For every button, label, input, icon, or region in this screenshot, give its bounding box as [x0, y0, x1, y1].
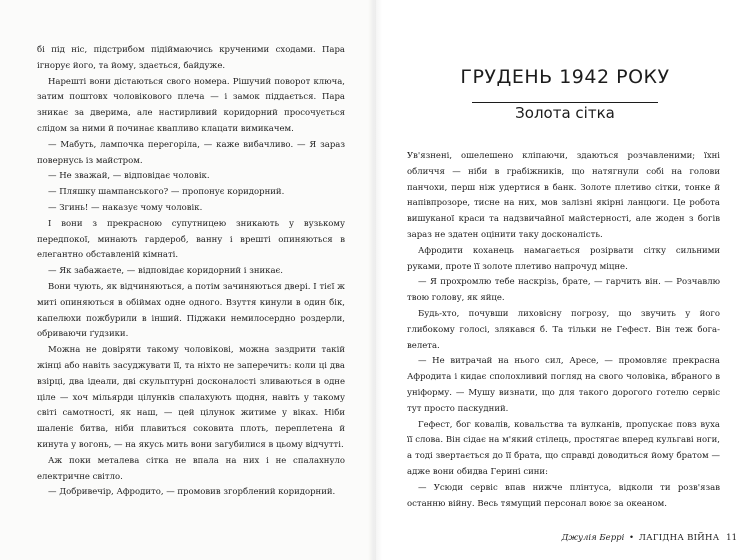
- paragraph: Будь-хто, почувши лиховісну погрозу, що звучить у його глибокому голосі, злякався б. Та тільки не Гефест. Він теж бога-велета.: [407, 308, 720, 351]
- paragraph: Аж поки металева сітка не впала на них і не спалахнуло електричне світло.: [37, 455, 345, 482]
- paragraph: Нарешті вони дістаються свого номера. Рішучий поворот ключа, затим поштовх чоловікового плеча — і замок піддається. Пара зникає за дверима, але настирливий коридорний просочується слідом за ними й починає квапливо клацати вимикачем.: [37, 76, 345, 134]
- paragraph: Вони чують, як відчиняються, а потім зачиняються двері. І тієї ж миті опиняються в обіймах одне одного. Взуття кинули в один бік, капелюхи пожбурили в інший. Піджаки немилосердно роздерли, обриваючи ґудзики.: [37, 281, 345, 340]
- book-gutter-shadow: [368, 0, 382, 560]
- footer-author: Джулія Беррі: [561, 533, 625, 543]
- footer-book-title: ЛАГІДНА ВІЙНА: [638, 533, 720, 543]
- paragraph: — Не витрачай на нього сил, Аресе, — промовляє прекрасна Афродита і кидає сполохливий погляд на свого чоловіка, вбраного в уніформу. — Мушу визнати, що для такого дорогого готелю сервіс тут просто паскудний.: [407, 356, 720, 414]
- chapter-subtitle: Золота сітка: [515, 104, 615, 122]
- paragraph: Гефест, бог ковалів, ковальства та вулканів, пропускає повз вуха її слова. Він сідає на м'який стілець, простягає вперед кульгаві ноги, а тоді звертається до її брата, що справді доводиться йому братом — адже вони обидва Герині сини:: [407, 419, 720, 477]
- running-footer: [554, 533, 737, 543]
- paragraph: — Усюди сервіс впав нижче плінтуса, відколи ти розв'язав останню війну. Весь тямущий персонал воює за океаном.: [407, 482, 720, 509]
- chapter-title: ГРУДЕНЬ 1942 РОКУ: [460, 66, 670, 88]
- paragraph: Можна не довіряти такому чоловікові, можна заздрити такій жінці або навіть засуджувати її, та ніхто не заперечить: коли ці два взірці, два ідеали, дві скульптурні досконалості зливаються в одне ціле — хоч мільярди цілунків спалахують щодня, навіть у такому світі самотності, як наш, — цей цілунок житиме у віках. Ніби шаленіє битва, ніби плавиться соковита плоть, переплетена й кинута у вогонь, — на якусь мить вони загубилися в цьому відчутті.: [37, 345, 345, 450]
- right-page: [374, 0, 747, 560]
- footer-separator: •: [629, 533, 635, 543]
- paragraph: — Я прохромлю тебе наскрізь, брате, — гарчить він. — Розчавлю твою голову, як яйце.: [407, 277, 720, 304]
- paragraph: Афродити коханець намагається розірвати сітку сильними руками, проте її золоте плетиво напрочуд міцне.: [407, 245, 720, 272]
- paragraph: — Пляшку шампанського? — пропонує коридорний.: [48, 187, 285, 198]
- left-page-text: [37, 43, 345, 501]
- paragraph: — Не зважай, — відповідає чоловік.: [48, 171, 210, 182]
- page-number: 11: [726, 533, 737, 543]
- right-page-text: [407, 149, 720, 512]
- chapter-title-rule: [472, 102, 658, 103]
- paragraph: бі під ніс, підстрибом підіймаючись крученими сходами. Пара ігнорує його, та йому, здається, байдуже.: [37, 45, 345, 71]
- paragraph: І вони з прекрасною супутницею зникають у вузькому передпокої, минають гардероб, ванну і врешті опиняються в елегантно обставленій кімнаті.: [37, 218, 345, 261]
- paragraph: Ув'язнені, ошелешено кліпаючи, здаються розчавленими; їхні обличчя — ніби в грабіжників, що натягнули собі на голови панчохи, перш ніж удертися в банк. Золоте плетиво сітки, тонке й напівпрозоре, тисне на них, мов залізні якірні ланцюги. Це робота вишуканої краси та надзвичайної майстерності, але жоден з богів зараз не здатен оцінити таку досконалість.: [407, 151, 720, 240]
- paragraph: — Згинь! — наказує чому чоловік.: [48, 202, 203, 213]
- paragraph: — Мабуть, лампочка перегоріла, — каже вибачливо. — Я зараз повернусь із майстром.: [37, 139, 345, 166]
- paragraph: — Як забажаєте, — відповідає коридорний і зникає.: [48, 266, 283, 277]
- paragraph: — Добривечір, Афродито, — промовив згорблений коридорний.: [48, 487, 336, 498]
